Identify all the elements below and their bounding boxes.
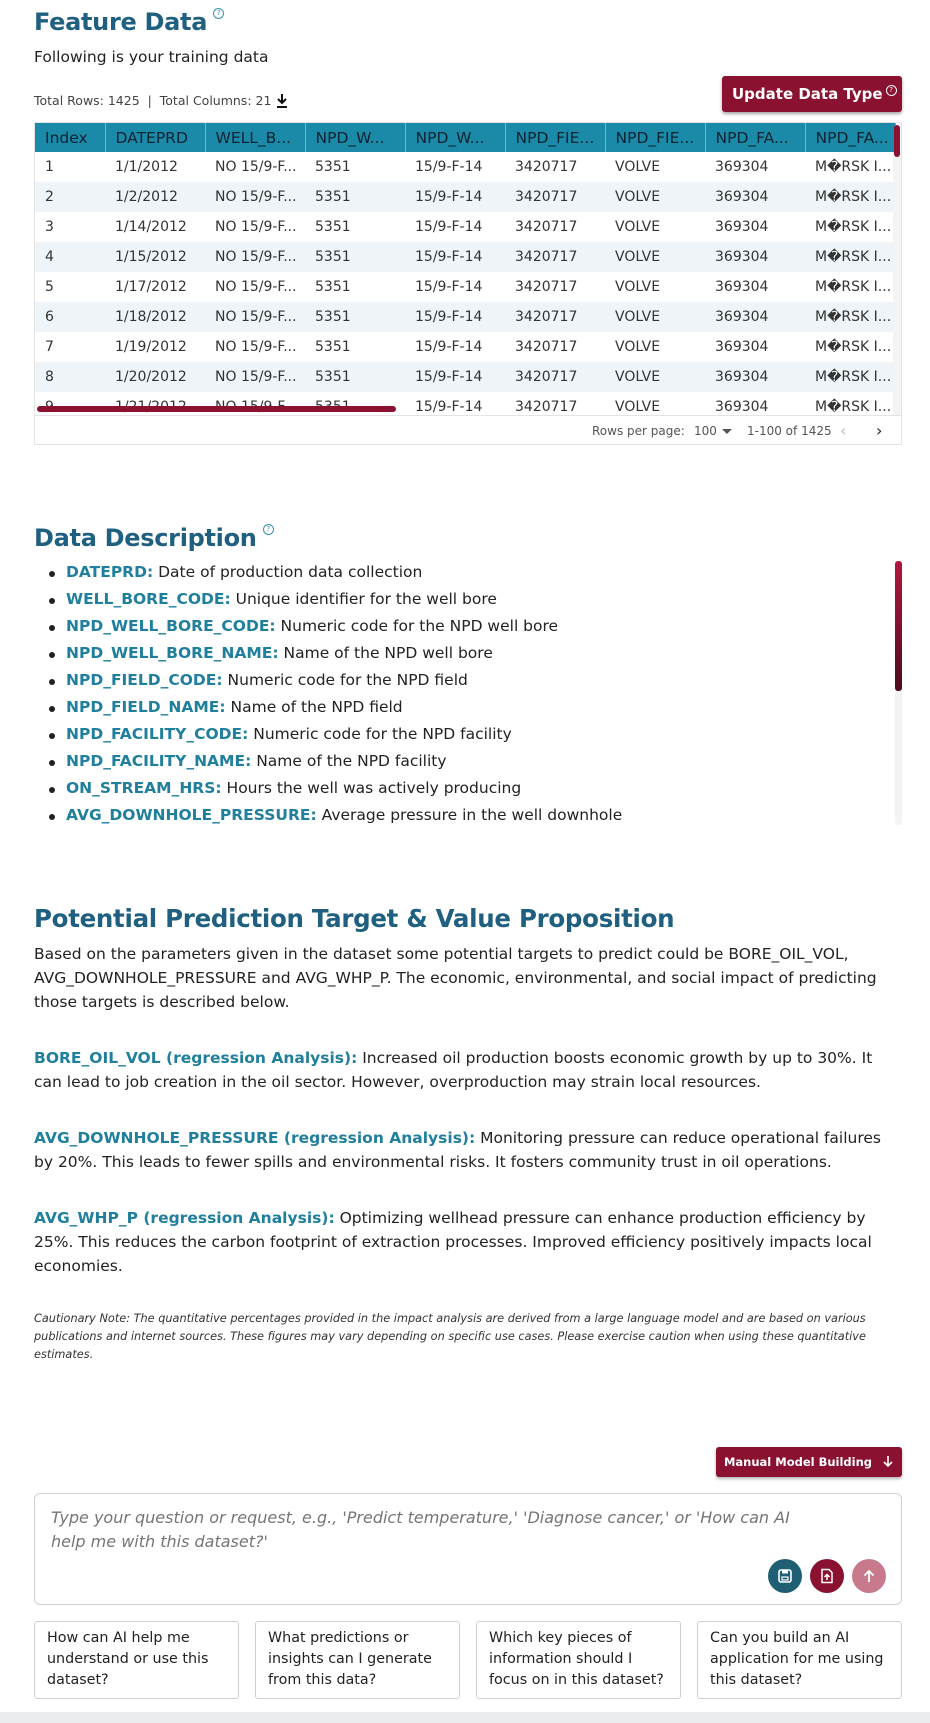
table-cell: 369304: [705, 302, 805, 332]
field-name: NPD_FIELD_NAME:: [66, 698, 226, 716]
list-item: [34, 806, 894, 833]
list-item: [34, 779, 894, 806]
field-description: Numeric code for the NPD well bore: [275, 617, 559, 635]
field-name: AVG_DOWNHOLE_PRESSURE:: [66, 806, 317, 824]
table-cell: 5351: [305, 362, 405, 392]
chat-box: [34, 1493, 902, 1605]
column-header[interactable]: NPD_W...: [405, 123, 505, 152]
upload-file-icon: [819, 1568, 835, 1584]
horizontal-scroll-thumb[interactable]: [37, 406, 396, 412]
list-item: [34, 590, 894, 617]
table-cell: 15/9-F-14: [415, 219, 483, 235]
table-cell: 6: [35, 302, 105, 332]
table-header-row: [35, 123, 895, 152]
table-cell: M�RSK I...: [805, 362, 895, 392]
data-description-list: [34, 563, 894, 833]
table-cell: 1/1/2012: [115, 159, 178, 175]
feature-data-title-text: Feature Data: [34, 8, 208, 36]
table-cell: 3420717: [515, 219, 578, 235]
table-cell: 5: [45, 279, 54, 295]
table-cell: 369304: [715, 279, 769, 295]
target-key: AVG_WHP_P (regression Analysis):: [34, 1209, 335, 1227]
table-cell: 369304: [705, 362, 805, 392]
table-cell: 15/9-F-14: [405, 302, 505, 332]
column-header[interactable]: Index: [35, 123, 105, 152]
column-header[interactable]: NPD_FA...: [805, 123, 895, 152]
table-cell: 4: [35, 242, 105, 272]
table-cell: 1/20/2012: [105, 362, 205, 392]
field-description: Name of the NPD well bore: [278, 644, 493, 662]
manual-model-building-button[interactable]: [716, 1447, 902, 1477]
target-key: AVG_DOWNHOLE_PRESSURE (regression Analysis):: [34, 1129, 476, 1147]
list-item: [34, 725, 894, 752]
field-description: Numeric code for the NPD field: [222, 671, 468, 689]
table-cell: M�RSK I...: [815, 339, 892, 355]
table-cell: NO 15/9-F...: [215, 339, 297, 355]
table-body: [35, 152, 895, 422]
field-description: Numeric code for the NPD facility: [248, 725, 512, 743]
field-description: Name of the NPD field: [225, 698, 403, 716]
table-cell: VOLVE: [615, 399, 661, 415]
prediction-title: Potential Prediction Target & Value Proposition: [34, 904, 675, 933]
field-name: ON_STREAM_HRS:: [66, 779, 222, 797]
column-header[interactable]: NPD_FA...: [705, 123, 805, 152]
vertical-scrollbar[interactable]: [893, 153, 901, 415]
data-description-title: [34, 524, 274, 552]
caret-down-icon[interactable]: [722, 429, 732, 434]
table-cell: 5351: [315, 279, 351, 295]
list-item: [34, 698, 894, 725]
page-range: 1-100 of 1425: [747, 424, 832, 438]
column-header[interactable]: NPD_FIE...: [605, 123, 705, 152]
table-cell: M�RSK I...: [805, 182, 895, 212]
table-cell: VOLVE: [605, 302, 705, 332]
table-cell: VOLVE: [605, 362, 705, 392]
table-cell: NO 15/9-F...: [215, 159, 297, 175]
totals-label: Total Rows: 1425 | Total Columns: 21: [34, 93, 272, 108]
table-cell: 369304: [715, 219, 769, 235]
table-cell: NO 15/9-F...: [215, 219, 297, 235]
rows-per-page-select[interactable]: 100: [694, 424, 717, 438]
table-row[interactable]: [35, 182, 895, 212]
data-table: [35, 123, 896, 422]
field-name: NPD_FACILITY_CODE:: [66, 725, 249, 743]
table-cell: 2: [35, 182, 105, 212]
table-row[interactable]: [35, 332, 895, 362]
field-description: Unique identifier for the well bore: [230, 590, 497, 608]
table-cell: 15/9-F-14: [415, 279, 483, 295]
table-cell: M�RSK I...: [805, 242, 895, 272]
vertical-scroll-thumb[interactable]: [894, 125, 900, 157]
field-description: Date of production data collection: [153, 563, 423, 581]
table-cell: 8: [35, 362, 105, 392]
save-button[interactable]: [768, 1559, 802, 1593]
target-text: Monitoring pressure can reduce operational failures by 20%. This leads to fewer spills and environmental risks. It fosters community trust in oil operations.: [34, 1129, 881, 1171]
table-cell: NO 15/9-F...: [205, 302, 305, 332]
column-header[interactable]: NPD_W...: [305, 123, 405, 152]
suggestion-card[interactable]: How can AI help me understand or use this dataset?: [34, 1621, 239, 1699]
send-button[interactable]: [852, 1559, 886, 1593]
table-cell: 3420717: [515, 339, 578, 355]
table-cell: NO 15/9-F...: [205, 362, 305, 392]
page-footer-strip: [0, 1712, 930, 1723]
table-cell: 3420717: [505, 182, 605, 212]
manual-model-building-label: Manual Model Building: [723, 1455, 873, 1469]
data-grid: [34, 122, 902, 445]
table-cell: 369304: [715, 399, 769, 415]
table-cell: 15/9-F-14: [415, 159, 483, 175]
field-name: NPD_FACILITY_NAME:: [66, 752, 252, 770]
table-cell: 5351: [315, 339, 351, 355]
description-scroll-thumb[interactable]: [895, 561, 902, 691]
table-cell: 3420717: [515, 159, 578, 175]
table-cell: VOLVE: [615, 219, 661, 235]
list-item: [34, 617, 894, 644]
list-item: [34, 752, 894, 779]
rows-per-page-label: Rows per page:: [592, 424, 685, 438]
field-description: Name of the NPD facility: [251, 752, 447, 770]
table-cell: 15/9-F-14: [415, 399, 483, 415]
column-header[interactable]: DATEPRD: [105, 123, 205, 152]
table-cell: M�RSK I...: [815, 279, 892, 295]
field-name: WELL_BORE_CODE:: [66, 590, 231, 608]
cautionary-note: Cautionary Note: The quantitative percentages provided in the impact analysis are derived from a large language model and are based on various publications and internet sources. These figures may vary depending on specific use cases. Please exercise caution when using these quantitative estimates.: [34, 1312, 866, 1361]
table-cell: VOLVE: [615, 159, 661, 175]
table-cell: 369304: [705, 182, 805, 212]
target-key: BORE_OIL_VOL (regression Analysis):: [34, 1049, 358, 1067]
prediction-target: [34, 1206, 902, 1278]
table-cell: 5351: [305, 182, 405, 212]
table-cell: 3420717: [505, 362, 605, 392]
table-cell: 3420717: [505, 302, 605, 332]
table-cell: M�RSK I...: [815, 399, 892, 415]
table-cell: VOLVE: [615, 339, 661, 355]
table-row[interactable]: [35, 362, 895, 392]
target-text: Increased oil production boosts economic growth by up to 30%. It can lead to job creation in the oil sector. However, overproduction may strain local resources.: [34, 1049, 873, 1091]
table-cell: M�RSK I...: [815, 159, 892, 175]
pagination: [35, 415, 902, 445]
column-header[interactable]: WELL_B...: [205, 123, 305, 152]
table-cell: 1/2/2012: [105, 182, 205, 212]
table-cell: 1/14/2012: [115, 219, 187, 235]
table-cell: 15/9-F-14: [405, 362, 505, 392]
table-row[interactable]: [35, 272, 895, 302]
table-cell: 15/9-F-14: [405, 242, 505, 272]
table-cell: 3420717: [515, 279, 578, 295]
prediction-intro: Based on the parameters given in the dataset some potential targets to predict could be BORE_OIL_VOL, AVG_DOWNHOLE_PRESSURE and AVG_WHP_P. The economic, environmental, and social impact of predicting those targets is described below.: [34, 945, 877, 1011]
table-cell: 1/19/2012: [115, 339, 187, 355]
target-text: Optimizing wellhead pressure can enhance production efficiency by 25%. This reduces the carbon footprint of extraction processes. Improved efficiency positively impacts local economies.: [34, 1209, 872, 1275]
table-cell: 7: [45, 339, 54, 355]
table-cell: 1/17/2012: [115, 279, 187, 295]
field-name: NPD_WELL_BORE_CODE:: [66, 617, 276, 635]
table-cell: NO 15/9-F...: [215, 279, 297, 295]
table-cell: 1: [45, 159, 54, 175]
field-name: NPD_WELL_BORE_NAME:: [66, 644, 279, 662]
table-cell: 369304: [715, 159, 769, 175]
suggestion-card[interactable]: Can you build an AI application for me using this dataset?: [697, 1621, 902, 1699]
table-cell: 1/15/2012: [105, 242, 205, 272]
prediction-target: [34, 1126, 902, 1174]
table-cell: 5351: [305, 242, 405, 272]
upload-file-button[interactable]: [810, 1559, 844, 1593]
table-cell: 5351: [305, 302, 405, 332]
save-icon: [777, 1568, 793, 1584]
update-data-type-label: Update Data Type: [732, 85, 883, 103]
download-icon[interactable]: [274, 92, 290, 110]
data-description-title-text: Data Description: [34, 524, 257, 552]
suggestion-card[interactable]: Which key pieces of information should I focus on in this dataset?: [476, 1621, 681, 1699]
table-cell: VOLVE: [615, 279, 661, 295]
feature-data-subtitle: Following is your training data: [34, 48, 269, 66]
chevron-left-icon[interactable]: ‹: [840, 421, 847, 440]
table-cell: 15/9-F-14: [405, 182, 505, 212]
list-item: [34, 644, 894, 671]
help-icon: ?: [886, 85, 897, 96]
table-cell: 1/18/2012: [105, 302, 205, 332]
field-name: DATEPRD:: [66, 563, 154, 581]
table-cell: M�RSK I...: [815, 219, 892, 235]
feature-data-title: [34, 8, 224, 36]
send-arrow-icon: [861, 1568, 877, 1584]
chevron-right-icon[interactable]: ›: [876, 421, 883, 440]
chat-input[interactable]: [51, 1506, 811, 1558]
table-cell: 5351: [315, 219, 351, 235]
table-cell: 5351: [315, 159, 351, 175]
update-data-type-button[interactable]: [722, 76, 902, 112]
field-name: NPD_FIELD_CODE:: [66, 671, 223, 689]
help-icon[interactable]: ?: [213, 8, 224, 19]
table-row[interactable]: [35, 302, 895, 332]
suggestion-card[interactable]: What predictions or insights can I generate from this data?: [255, 1621, 460, 1699]
table-cell: 369304: [705, 242, 805, 272]
table-cell: 369304: [715, 339, 769, 355]
arrow-down-icon: [882, 1455, 894, 1467]
field-description: Average pressure in the well downhole: [316, 806, 623, 824]
table-cell: 15/9-F-14: [415, 339, 483, 355]
table-row[interactable]: [35, 242, 895, 272]
help-icon[interactable]: ?: [263, 524, 274, 535]
field-description: Hours the well was actively producing: [221, 779, 522, 797]
table-cell: 3420717: [515, 399, 578, 415]
list-item: [34, 671, 894, 698]
table-cell: VOLVE: [605, 242, 705, 272]
table-cell: VOLVE: [605, 182, 705, 212]
column-header[interactable]: NPD_FIE...: [505, 123, 605, 152]
prediction-target: [34, 1046, 902, 1094]
table-row[interactable]: [35, 212, 895, 242]
table-cell: NO 15/9-F...: [205, 182, 305, 212]
list-item: [34, 563, 894, 590]
table-cell: NO 15/9-F...: [205, 242, 305, 272]
table-row[interactable]: [35, 152, 895, 182]
table-cell: 3420717: [505, 242, 605, 272]
table-cell: M�RSK I...: [805, 302, 895, 332]
table-cell: 3: [45, 219, 54, 235]
